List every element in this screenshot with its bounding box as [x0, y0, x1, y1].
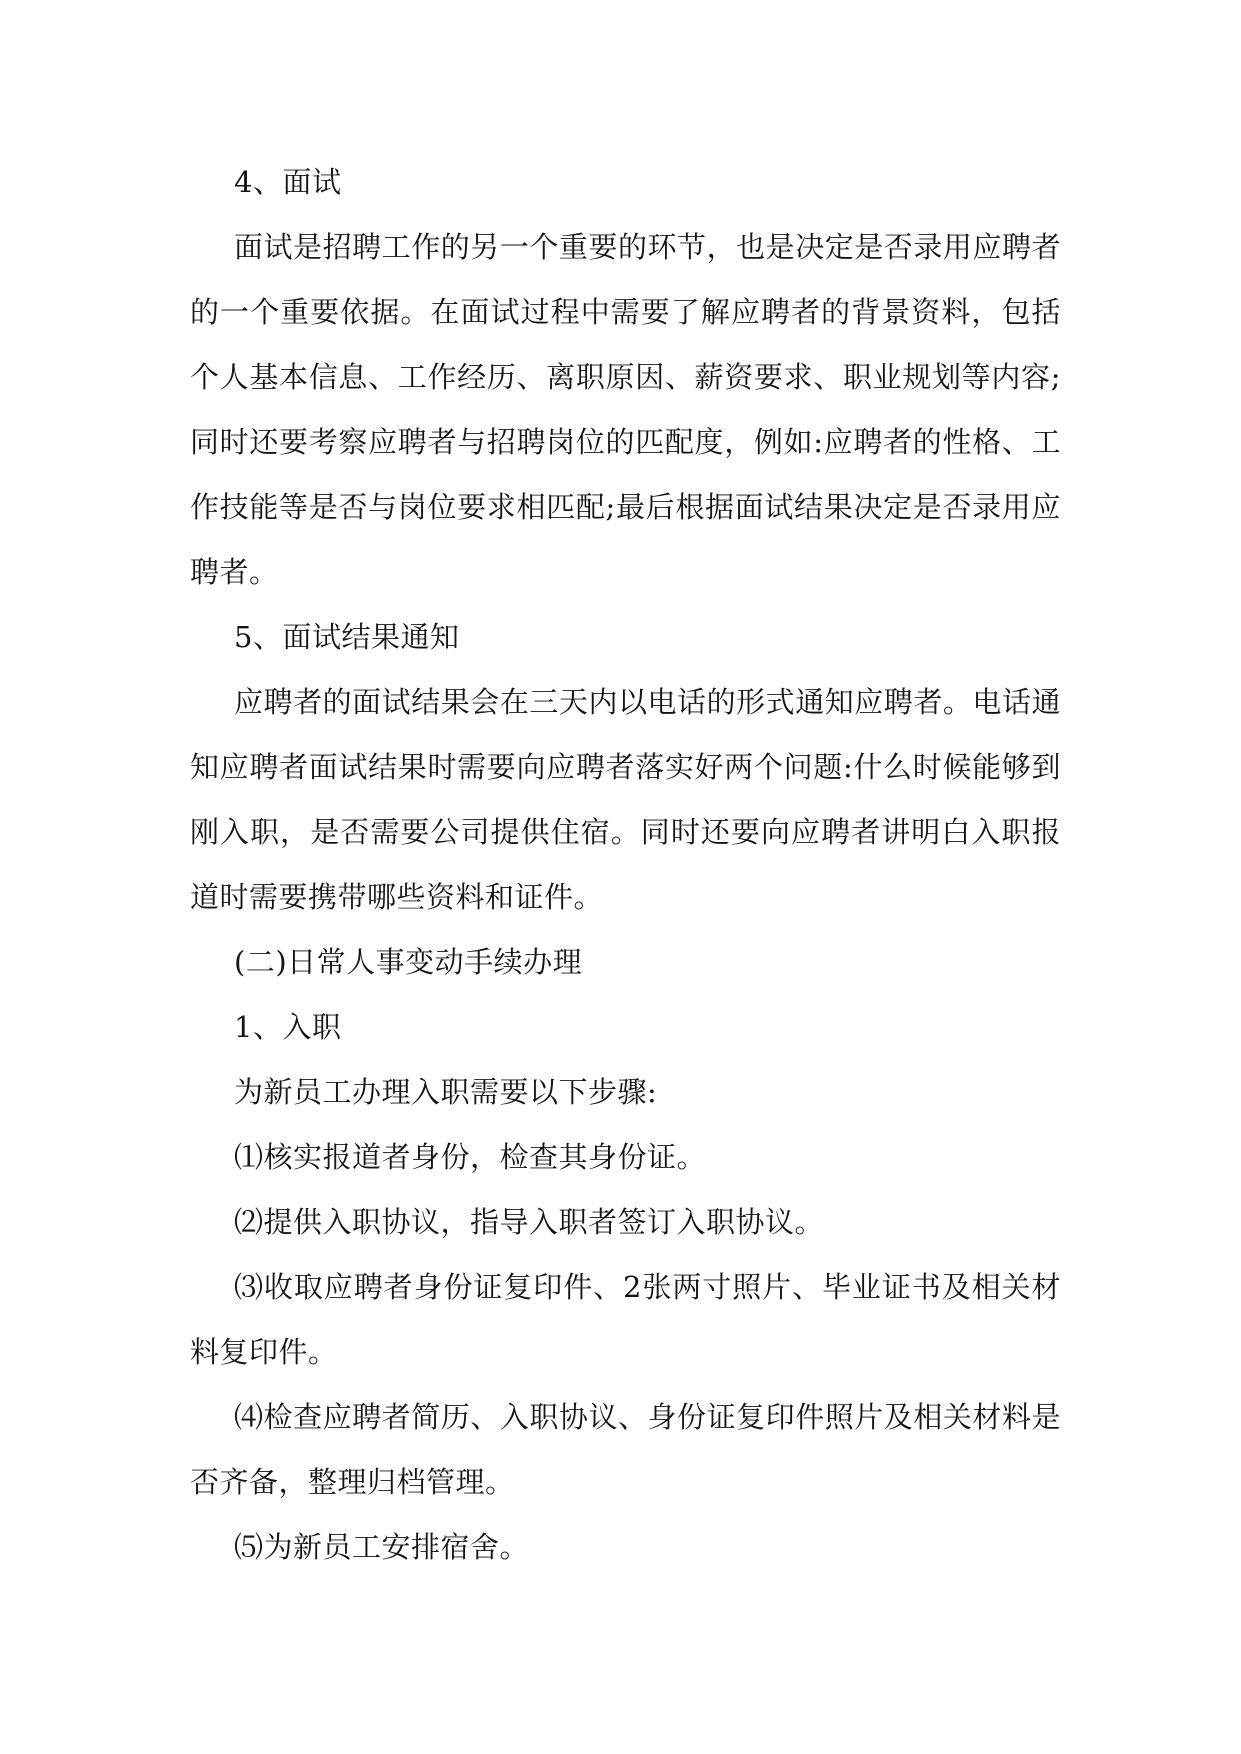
list-item-step-3: ⑶收取应聘者身份证复印件、2张两寸照片、毕业证书及相关材料复印件。 [190, 1270, 1061, 1369]
list-item-step-2: ⑵提供入职协议，指导入职者签订入职协议。 [234, 1205, 825, 1239]
paragraph-onboarding-intro: 为新员工办理入职需要以下步骤: [234, 1075, 658, 1109]
list-item-step-4: ⑷检查应聘者简历、入职协议、身份证复印件照片及相关材料是否齐备，整理归档管理。 [190, 1400, 1061, 1499]
section-heading-result-notice: 5、面试结果通知 [234, 620, 460, 654]
section-heading-onboarding: 1、入职 [234, 1010, 342, 1044]
paragraph-interview-body: 面试是招聘工作的另一个重要的环节，也是决定是否录用应聘者的一个重要依据。在面试过程中需要了解应聘者的背景资料，包括个人基本信息、工作经历、离职原因、薪资要求、职业规划等内容;同时还要考察应聘者与招聘岗位的匹配度，例如:应聘者的性格、工作技能等是否与岗位要求相匹配;最后根据面试结果决定是否录用应聘者。 [190, 230, 1061, 589]
list-item-step-5: ⑸为新员工安排宿舍。 [234, 1530, 530, 1564]
paragraph-result-notice-body: 应聘者的面试结果会在三天内以电话的形式通知应聘者。电话通知应聘者面试结果时需要向应聘者落实好两个问题:什么时候能够到刚入职，是否需要公司提供住宿。同时还要向应聘者讲明白入职报道时需要携带哪些资料和证件。 [190, 685, 1061, 914]
section-heading-interview: 4、面试 [234, 165, 342, 199]
list-item-step-1: ⑴核实报道者身份，检查其身份证。 [234, 1140, 707, 1174]
section-heading-hr-changes: (二)日常人事变动手续办理 [234, 945, 583, 979]
